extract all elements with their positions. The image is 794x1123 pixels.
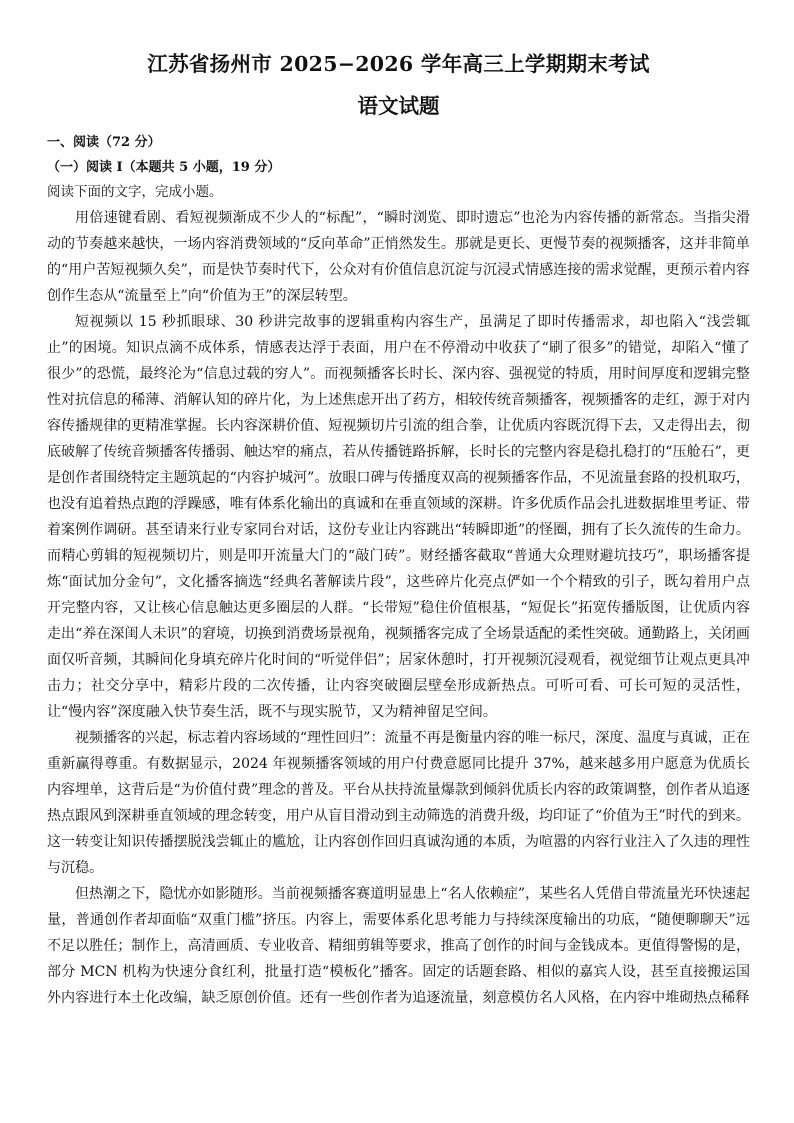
exam-subtitle: 语文试题 bbox=[357, 94, 440, 118]
article-paragraph: 短视频以 15 秒抓眼球、30 秒讲完故事的逻辑重构内容生产，虽满足了即时传播需求，却也陷入“浅尝辄止”的困境。知识点滴不成体系，情感表达浮于表面，用户在不停滑动中收获了“刷了很多”的错觉，却陷入“懂了很少”的恐慌，最终沦为“信息过载的穷人”。而视频播客长时长、深内容、强视觉的特质，用时间厚度和逻辑完整性对抗信息的稀薄、消解认知的碎片化，为上述焦虑开出了药方，相较传统音频播客，视频播客的走红，源于对内容传播规律的更精准掌握。长内容深耕价值、短视频切片引流的组合拳，让优质内容既沉得下去，又走得出去，彻底破解了传统音频播客传播弱、触达窄的痛点，若从传播链路拆解，长时长的完整内容是稳扎稳打的“压舱石”，更是创作者围绕特定主题筑起的“内容护城河”。放眼口碑与传播度双高的视频播客作品，不见流量套路的投机取巧，也没有追着热点跑的浮躁感，唯有体系化输出的真诚和在垂直领域的深耕。许多优质作品会扎进数据堆里考证、带着案例作调研。甚至请来行业专家同台对话，这份专业让内容跳出“转瞬即逝”的怪圈，拥有了长久流传的生命力。而精心剪辑的短视频切片，则是叩开流量大门的“敲门砖”。财经播客截取“普通大众理财避坑技巧”，职场播客提炼“面试加分金句”，文化播客摘选“经典名著解读片段”，这些碎片化亮点俨如一个个精致的引子，既勾着用户点开完整内容，又让核心信息触达更多圈层的人群。“长带短”稳住价值根基，“短促长”拓宽传播版图，让优质内容走出“养在深闺人未识”的窘境，切换到消费场景视角，视频播客完成了全场景适配的柔性突破。通勤路上，关闭画面仅听音频，其瞬间化身填充碎片化时间的“听觉伴侣”；居家休憩时，打开视频沉浸观看，视觉细节让观点更具冲击力；社交分享中，精彩片段的二次传播，让内容突破圈层壁垒形成新热点。可听可看、可长可短的灵活性，让“慢内容”深度融入快节奏生活，既不与现实脱节，又为精神留足空间。 bbox=[47, 314, 750, 720]
reading-instruction: 阅读下面的文字，完成小题。 bbox=[47, 184, 223, 200]
exam-title: 江苏省扬州市 2025−2026 学年高三上学期期末考试 bbox=[147, 52, 650, 76]
article-body bbox=[47, 205, 750, 1011]
section-heading: 一、阅读（72 分） bbox=[47, 135, 161, 150]
article-paragraph: 视频播客的兴起，标志着内容场域的“理性回归”：流量不再是衡量内容的唯一标尺，深度、温度与真诚，正在重新赢得尊重。有数据显示，2024 年视频播客领域的用户付费意愿同比提升 37%，越来越多用户愿意为优质长内容埋单，这背后是“为价值付费”理念的普及。平台从扶持流量爆款到倾斜优质长内容的政策调整，创作者从追逐热点跟风到深耕垂直领域的理念转变，用户从盲目滑动到主动筛选的消费升级，均印证了“价值为王”时代的到来。这一转变让知识传播摆脱浅尝辄止的尴尬，让内容创作回归真诚沟通的本质，为喧嚣的内容行业注入了久违的理性与沉稳。 bbox=[47, 730, 750, 876]
article-paragraph: 但热潮之下，隐忧亦如影随形。当前视频播客赛道明显患上“名人依赖症”，某些名人凭借自带流量光环快速起量，普通创作者却面临“双重门槛”挤压。内容上，需要体系化思考能力与持续深度输出的功底，“随便聊聊天”远不足以胜任；制作上，高清画质、专业收音、精细剪辑等要求，推高了创作的时间与金钱成本。更值得警惕的是，部分 MCN 机构为快速分食红利，批量打造“模板化”播客。固定的话题套路、相似的嘉宾人设，甚至直接搬运国外内容进行本土化改编，缺乏原创价值。还有一些创作者为追逐流量，刻意模仿名人风格，在内容中堆砌热点稀释 bbox=[47, 886, 750, 1006]
article-paragraph: 用倍速键看剧、看短视频渐成不少人的“标配”，“瞬时浏览、即时遗忘”也沦为内容传播的新常态。当指尖滑动的节奏越来越快，一场内容消费领域的“反向革命”正悄然发生。那就是更长、更慢节奏的视频播客，这并非简单的“用户苦短视频久矣”，而是快节奏时代下，公众对有价值信息沉淀与沉浸式情感连接的需求觉醒，更预示着内容创作生态从“流量至上”向“价值为王”的深层转型。 bbox=[47, 210, 750, 304]
subsection-heading: （一）阅读 I（本题共 5 小题，19 分） bbox=[47, 160, 281, 175]
